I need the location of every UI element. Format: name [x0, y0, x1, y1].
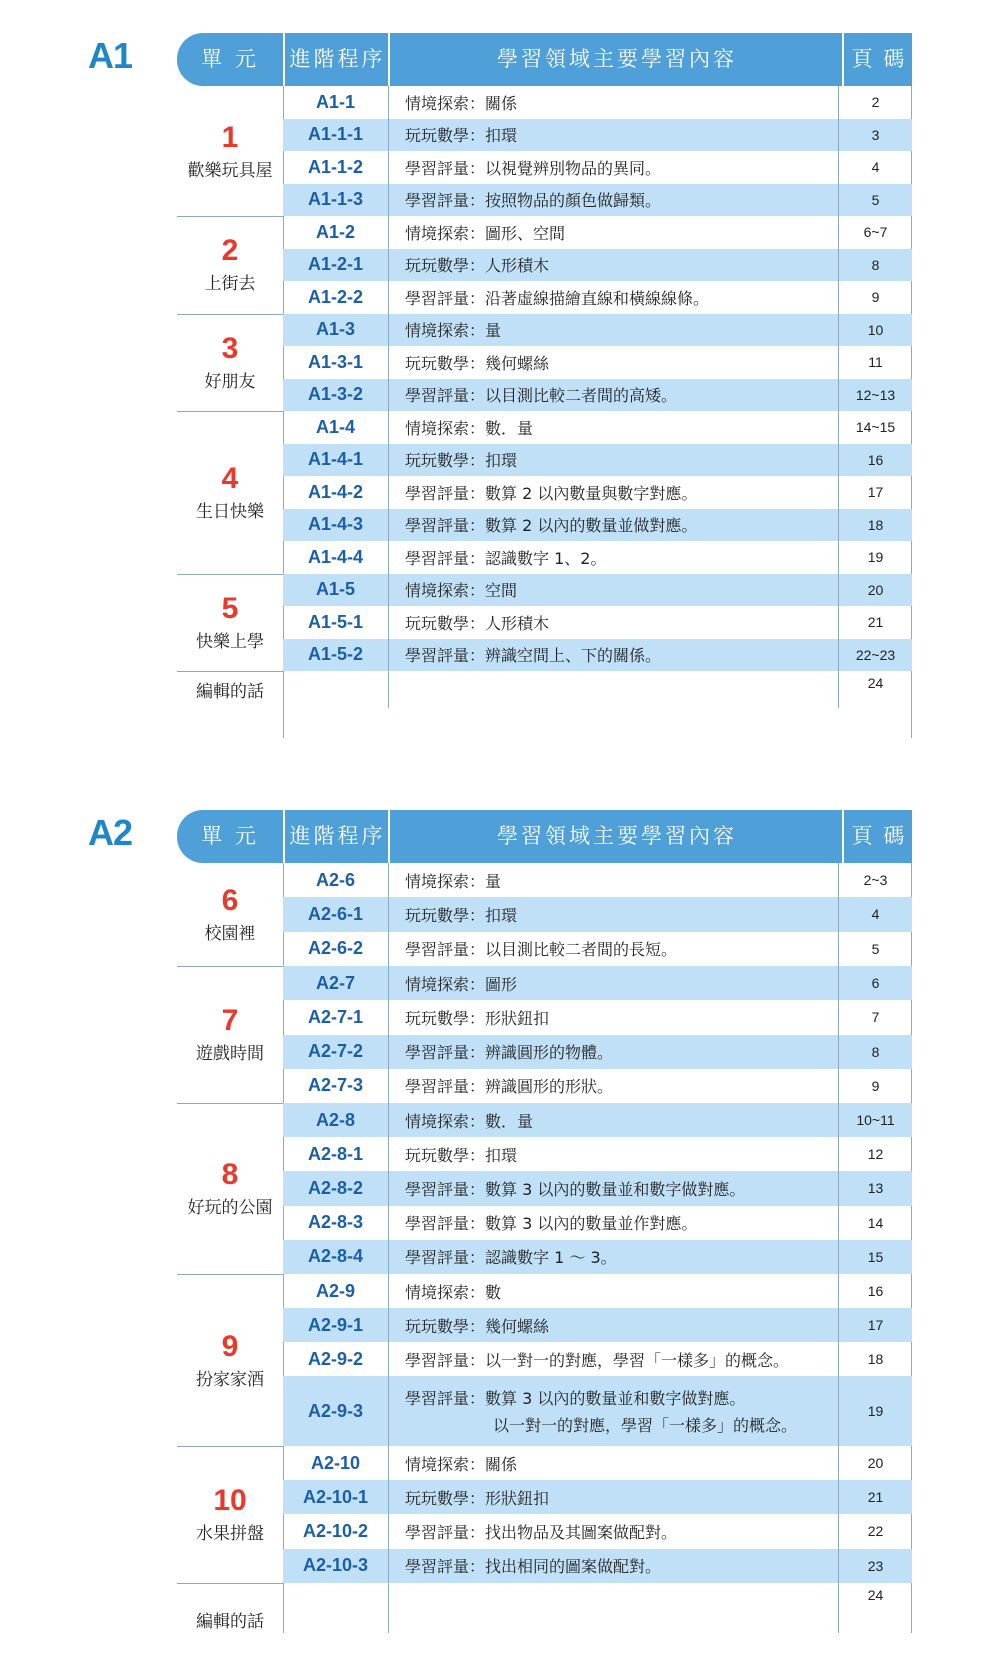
step-code: A2-10-3 [302, 1555, 369, 1576]
editor-cell [177, 1583, 283, 1633]
unit-cell [177, 863, 283, 966]
step-code: A1-2 [315, 221, 355, 242]
unit-cell [177, 1103, 283, 1274]
table-row [283, 119, 912, 152]
content-text: 情境探索：量 [388, 863, 838, 897]
table-row [283, 639, 912, 672]
step-code: A2-6 [315, 869, 355, 890]
unit-cell [177, 1274, 283, 1446]
step-code: A1-1-1 [307, 124, 364, 145]
step-code: A1-4-2 [307, 481, 364, 502]
table-row [283, 1069, 912, 1103]
content-text: 學習評量：以視覺辨別物品的異同。 [388, 151, 838, 184]
page-number: 20 [838, 1446, 912, 1480]
unit-number: 6 [221, 884, 239, 917]
table-row [283, 1274, 912, 1308]
unit-cell [177, 966, 283, 1103]
unit-name: 好朋友 [204, 371, 256, 392]
page-number: 14 [838, 1206, 912, 1240]
page-number: 6~7 [838, 216, 912, 249]
table-row [283, 1171, 912, 1205]
step-code: A2-7 [315, 972, 355, 993]
content-text: 情境探索：圖形 [388, 966, 838, 1000]
content-text: 玩玩數學：人形積木 [388, 606, 838, 639]
unit-number: 2 [221, 234, 239, 268]
page-number: 10~11 [838, 1103, 912, 1137]
step-code: A1-2-2 [307, 286, 364, 307]
unit-cell [177, 411, 283, 574]
content-text: 玩玩數學：形狀鈕扣 [388, 1000, 838, 1034]
unit-name: 快樂上學 [196, 631, 264, 652]
step-code: A2-7-1 [307, 1006, 364, 1027]
table-row [283, 1137, 912, 1171]
page-number: 2~3 [838, 863, 912, 897]
page-number: 24 [838, 1583, 912, 1633]
header-page: 頁 碼 [842, 33, 914, 86]
table-row [283, 346, 912, 379]
unit-name: 好玩的公園 [187, 1198, 273, 1218]
page-number: 8 [838, 249, 912, 282]
content-text: 玩玩數學：扣環 [388, 444, 838, 477]
table-header [177, 33, 912, 86]
page-number: 10 [838, 314, 912, 347]
table-row [283, 1549, 912, 1583]
header-step: 進階程序 [283, 810, 390, 863]
unit-cell [177, 216, 283, 314]
step-code: A2-8-3 [307, 1212, 364, 1233]
page-number: 9 [838, 1069, 912, 1103]
table-row [283, 541, 912, 574]
table-row [283, 1240, 912, 1274]
content-text: 情境探索：關係 [388, 1446, 838, 1480]
page-number: 19 [838, 541, 912, 574]
table-row [283, 249, 912, 282]
unit-name: 校園裡 [204, 924, 256, 944]
unit-number: 9 [221, 1329, 239, 1363]
step-code: A1-1-3 [307, 189, 364, 210]
toc-table [177, 863, 912, 1633]
header-step: 進階程序 [283, 33, 390, 86]
table-row-editor [283, 1583, 912, 1633]
step-code: A1-3 [315, 319, 355, 340]
content-text: 學習評量：數算 3 以內的數量並和數字做對應。 以一對一的對應，學習「一樣多」的概念。 [388, 1376, 838, 1446]
table-row [283, 509, 912, 542]
step-code: A2-9-3 [307, 1400, 364, 1421]
table-header [177, 810, 912, 863]
table-row [283, 1206, 912, 1240]
content-text: 學習評量：以目測比較二者間的長短。 [388, 932, 838, 966]
table-row [283, 216, 912, 249]
content-text: 學習評量：辨識圓形的物體。 [388, 1035, 838, 1069]
unit-name: 遊戲時間 [196, 1044, 264, 1064]
content-text: 學習評量：數算 3 以內的數量並作對應。 [388, 1206, 838, 1240]
content-text: 情境探索：數．量 [388, 1103, 838, 1137]
unit-cell [177, 314, 283, 412]
editor-label: 編輯的話 [196, 682, 264, 702]
content-text: 學習評量：以一對一的對應，學習「一樣多」的概念。 [388, 1342, 838, 1376]
editor-cell [177, 671, 283, 708]
table-row [283, 574, 912, 607]
unit-name: 上街去 [204, 274, 256, 295]
page-number: 22 [838, 1514, 912, 1548]
unit-number: 7 [221, 1004, 239, 1037]
page-number: 17 [838, 476, 912, 509]
page-number: 2 [838, 86, 912, 119]
table-row [283, 184, 912, 217]
header-content: 學習領域主要學習內容 [388, 33, 844, 86]
page-number: 16 [838, 1274, 912, 1308]
unit-number: 5 [221, 591, 239, 625]
content-text: 學習評量：認識數字 1、2。 [388, 541, 838, 574]
content-text: 學習評量：沿著虛線描繪直線和橫線線條。 [388, 281, 838, 314]
step-code: A2-6-1 [307, 903, 364, 924]
step-code: A2-8-2 [307, 1177, 364, 1198]
table-row [283, 379, 912, 412]
step-code: A1-5-2 [307, 644, 364, 665]
step-code: A2-8 [315, 1109, 355, 1130]
page-number: 15 [838, 1240, 912, 1274]
page-number: 4 [838, 897, 912, 931]
content-text: 情境探索：關係 [388, 86, 838, 119]
content-text: 學習評量：找出物品及其圖案做配對。 [388, 1514, 838, 1548]
page-number: 5 [838, 932, 912, 966]
page-number: 18 [838, 509, 912, 542]
page-number: 19 [838, 1376, 912, 1446]
content-text: 玩玩數學：扣環 [388, 897, 838, 931]
page-number: 16 [838, 444, 912, 477]
page-number: 14~15 [838, 411, 912, 444]
step-code: A1-1-2 [307, 156, 364, 177]
content-text: 學習評量：找出相同的圖案做配對。 [388, 1549, 838, 1583]
page-number: 21 [838, 1480, 912, 1514]
page-number: 24 [838, 671, 912, 708]
table-row [283, 1308, 912, 1342]
step-code: A1-5-1 [307, 611, 364, 632]
table-row [283, 1480, 912, 1514]
unit-name: 扮家家酒 [196, 1369, 264, 1390]
unit-name: 生日快樂 [196, 501, 264, 522]
content-text: 學習評量：認識數字 1 ～ 3。 [388, 1240, 838, 1274]
content-text: 玩玩數學：形狀鈕扣 [388, 1480, 838, 1514]
content-text: 學習評量：按照物品的顏色做歸類。 [388, 184, 838, 217]
page-number: 6 [838, 966, 912, 1000]
table-row [283, 86, 912, 119]
table-row [283, 1035, 912, 1069]
table-row [283, 606, 912, 639]
page-number: 5 [838, 184, 912, 217]
step-code: A2-9 [315, 1280, 355, 1301]
unit-name: 水果拼盤 [196, 1524, 264, 1544]
step-code: A2-9-1 [307, 1314, 364, 1335]
page-number: 13 [838, 1171, 912, 1205]
table-row [283, 932, 912, 966]
page-number: 23 [838, 1549, 912, 1583]
content-text: 玩玩數學：扣環 [388, 1137, 838, 1171]
step-code: A2-10-1 [302, 1486, 369, 1507]
content-text: 情境探索：量 [388, 314, 838, 347]
header-content: 學習領域主要學習內容 [388, 810, 844, 863]
page-number: 20 [838, 574, 912, 607]
content-text: 學習評量：辨識空間上、下的關係。 [388, 639, 838, 672]
page-number: 17 [838, 1308, 912, 1342]
step-code: A2-8-4 [307, 1246, 364, 1267]
page-number: 4 [838, 151, 912, 184]
editor-label: 編輯的話 [196, 1611, 264, 1632]
content-text: 學習評量：辨識圓形的形狀。 [388, 1069, 838, 1103]
header-unit: 單 元 [201, 47, 259, 71]
content-text: 玩玩數學：幾何螺絲 [388, 1308, 838, 1342]
page-number: 12 [838, 1137, 912, 1171]
unit-number: 1 [221, 120, 239, 154]
unit-number: 3 [221, 331, 239, 365]
table-row [283, 411, 912, 444]
table-row [283, 151, 912, 184]
content-text: 情境探索：數．量 [388, 411, 838, 444]
step-code: A1-4-4 [307, 546, 364, 567]
table-row [283, 1103, 912, 1137]
step-code: A1-1 [315, 91, 355, 112]
unit-name: 歡樂玩具屋 [187, 160, 273, 181]
table-row [283, 1514, 912, 1548]
section-label: A2 [88, 812, 133, 853]
step-code: A1-3-1 [307, 351, 364, 372]
table-row [283, 897, 912, 931]
section-label: A1 [88, 35, 133, 76]
table-row [283, 314, 912, 347]
unit-number: 10 [213, 1484, 247, 1517]
content-text: 情境探索：圖形、空間 [388, 216, 838, 249]
content-text: 情境探索：數 [388, 1274, 838, 1308]
content-text: 學習評量：以目測比較二者間的高矮。 [388, 379, 838, 412]
header-unit: 單 元 [201, 824, 259, 848]
unit-cell [177, 86, 283, 216]
page-number: 12~13 [838, 379, 912, 412]
unit-cell [177, 574, 283, 672]
step-code: A1-4-1 [307, 449, 364, 470]
unit-number: 4 [221, 461, 239, 495]
step-code: A2-7-3 [307, 1075, 364, 1096]
page-number: 9 [838, 281, 912, 314]
content-text: 學習評量：數算 2 以內數量與數字對應。 [388, 476, 838, 509]
step-code: A2-10-2 [302, 1520, 369, 1541]
step-code: A2-8-1 [307, 1143, 364, 1164]
step-code: A2-7-2 [307, 1041, 364, 1062]
step-code: A1-2-1 [307, 254, 364, 275]
table-row-editor [283, 671, 912, 708]
page-number: 18 [838, 1342, 912, 1376]
page-number: 22~23 [838, 639, 912, 672]
content-text: 學習評量：數算 3 以內的數量並和數字做對應。 [388, 1171, 838, 1205]
table-row [283, 1376, 912, 1446]
unit-number: 8 [221, 1158, 239, 1191]
table-row [283, 966, 912, 1000]
content-text: 情境探索：空間 [388, 574, 838, 607]
page-number: 11 [838, 346, 912, 379]
content-text: 學習評量：數算 2 以內的數量並做對應。 [388, 509, 838, 542]
table-row [283, 1000, 912, 1034]
page-number: 21 [838, 606, 912, 639]
table-row [283, 863, 912, 897]
content-text: 玩玩數學：人形積木 [388, 249, 838, 282]
page-number: 7 [838, 1000, 912, 1034]
table-row [283, 444, 912, 477]
header-page: 頁 碼 [842, 810, 914, 863]
step-code: A1-3-2 [307, 384, 364, 405]
table-row [283, 281, 912, 314]
table-row [283, 1342, 912, 1376]
toc-table [177, 86, 912, 738]
page-number: 3 [838, 119, 912, 152]
unit-cell [177, 1446, 283, 1583]
page-number: 8 [838, 1035, 912, 1069]
step-code: A2-6-2 [307, 938, 364, 959]
table-row [283, 1446, 912, 1480]
content-text: 玩玩數學：扣環 [388, 119, 838, 152]
step-code: A1-5 [315, 579, 355, 600]
step-code: A1-4-3 [307, 514, 364, 535]
step-code: A1-4 [315, 416, 355, 437]
step-code: A2-9-2 [307, 1348, 364, 1369]
step-code: A2-10 [310, 1452, 361, 1473]
table-row [283, 476, 912, 509]
content-text: 玩玩數學：幾何螺絲 [388, 346, 838, 379]
